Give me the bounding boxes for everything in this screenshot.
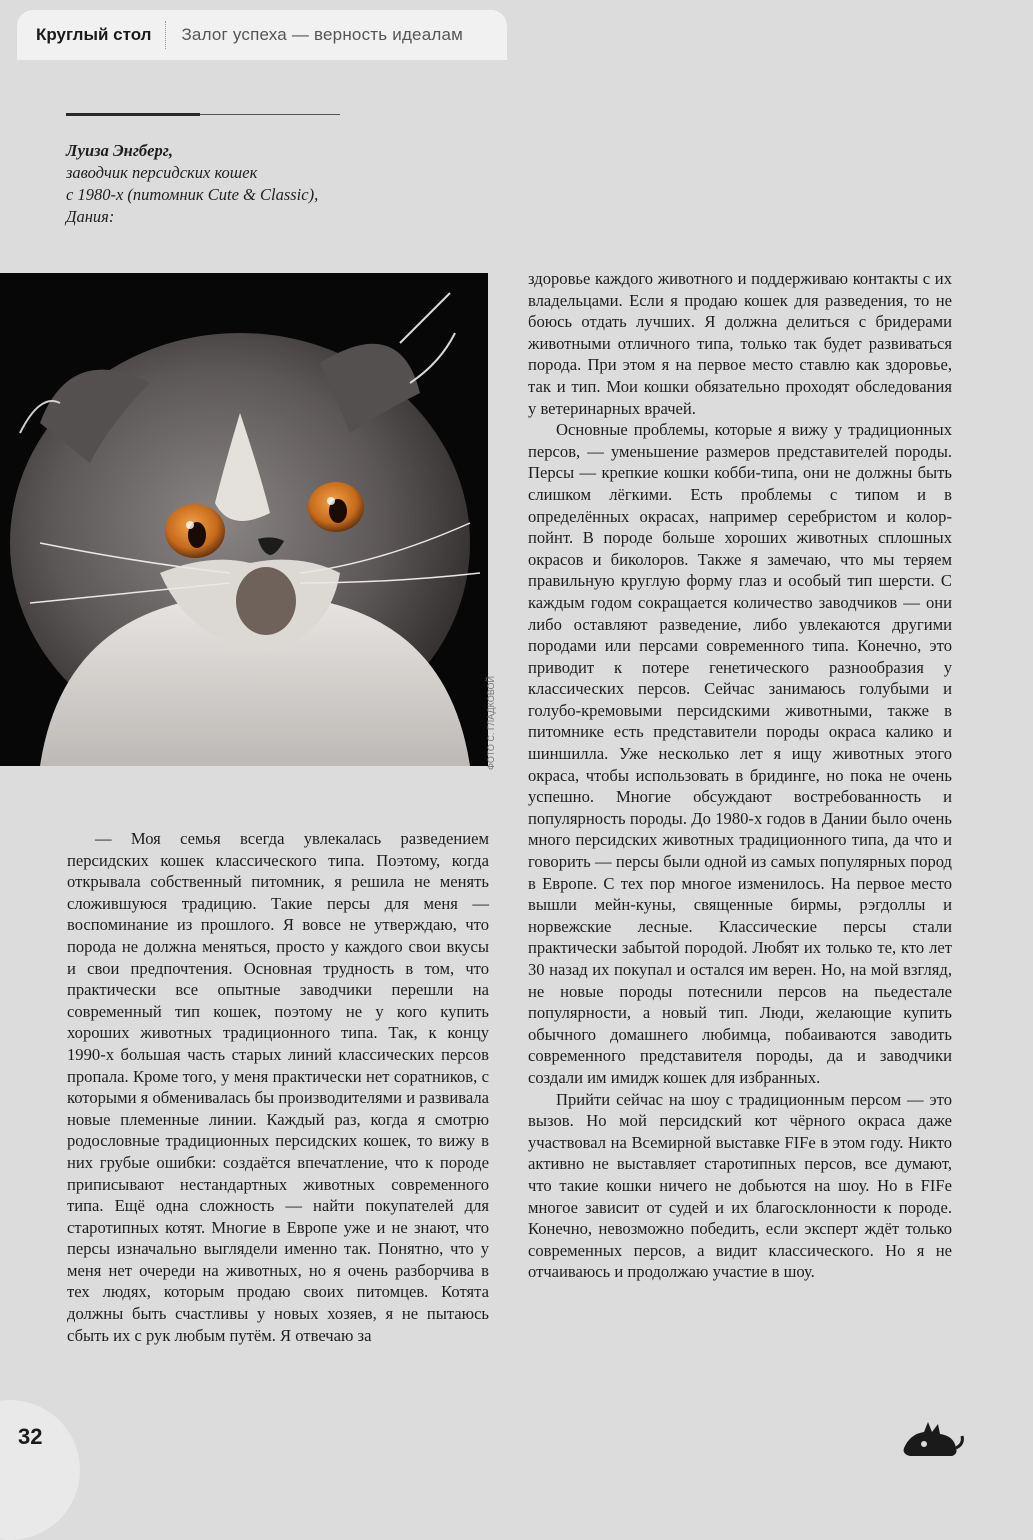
article-column-right xyxy=(528,268,952,1283)
author-name: Луиза Энгберг, xyxy=(66,141,173,160)
author-line-3: Дания: xyxy=(66,207,115,226)
author-rule-light xyxy=(200,114,340,115)
photo-credit: ФОТО С. ГЛАДКОВОЙ xyxy=(486,676,496,770)
article-paragraph: Прийти сейчас на шоу с традиционным персом — это вызов. Но мой персидский кот чёрного окраса даже участвовал на Всемирной выставке FIFe в этом году. Никто активно не выставляет старотипных персов, все думают, что такие кошки ничего не добьются на шоу. Но в FIFe многое зависит от судей и их благосклонности к породе. Конечно, невозможно победить, если эксперт ждёт только современных персов, а видит классического. Но я не отчаиваюсь и продолжаю участие в шоу. xyxy=(528,1089,952,1282)
article-paragraph: Основные проблемы, которые я вижу у традиционных персов, — уменьшение размеров представителей породы. Персы — крепкие кошки кобби-типа, они не должны быть слишком лёгкими. Есть проблемы с типом и в определённых окрасах, например серебристом и колор-пойнт. В породе больше хороших животных сплошных окрасов и биколоров. Также я замечаю, что мы теряем правильную круглую форму глаз и особый тип шерсти. С каждым годом сокращается количество заводчиков — они либо оставляют разведение, либо увлекаются другими породами или персами современного типа. Конечно, это приводит к потере генетического разнообразия у классических персов. Сейчас занимаюсь голубыми и голубо-кремовыми персидскими животными, также в питомнике есть представители породы окраса калико и шиншилла. Уже несколько лет я ищу животных этого окраса, чтобы использовать в бридинге, но пока не очень успешно. Многие обсуждают востребованность и популярность породы. До 1980-х годов в Дании было очень много персидских животных традиционного типа, да что и говорить — персы были одной из самых популярных пород в Европе. С тех пор многое изменилось. На первое место вышли мейн-куны, священные бирмы, рэгдоллы и норвежские лесные. Классические персы стали практически забытой породой. Любят их только те, кто лет 30 назад их покупал и остался им верен. Но, на мой взгляд, не новые породы потеснили персов на пьедестале популярности, а новый тип. Люди, желающие купить обычного домашнего любимца, побаиваются заводить современного представителя породы, да и заводчики создали им имидж кошек для избранных. xyxy=(528,420,952,1087)
section-title: Круглый стол xyxy=(36,25,152,44)
cat-illustration xyxy=(0,273,488,766)
page-number: 32 xyxy=(18,1424,43,1449)
author-rule-dark xyxy=(66,113,200,116)
article-column-left xyxy=(67,828,489,1346)
cat-silhouette-icon xyxy=(900,1418,966,1460)
page-corner-shape xyxy=(0,1400,80,1540)
article-paragraph: — Моя семья всегда увлекалась разведением персидских кошек классического типа. Поэтому, когда открывала собственный питомник, я решила не менять сложившуюся традицию. Такие персы для меня — воспоминание из прошлого. Я вовсе не утверждаю, что порода не должна меняться, просто у каждого свои вкусы и свои предпочтения. Основная трудность в том, что практически все опытные заводчики перешли на современный тип кошек, поэтому не у кого купить хороших животных традиционного типа. Так, к концу 1990-х большая часть старых линий классических персов пропала. Кроме того, у меня практически нет соратников, с которыми я обменивалась бы производителями и развивала новые племенные линии. Каждый раз, когда я смотрю родословные традиционных персидских кошек, то вижу в них грубые ошибки: создаётся впечатление, что к породе приписывают нестандартных животных современного типа. Ещё одна сложность — найти покупателей для старотипных котят. Многие в Европе уже и не знают, что персы изначально выглядели именно так. Понятно, что у меня нет очереди на животных, но я очень разборчива в тех людях, которым продаю своих питомцев. Котята должны быть счастливы у новых хозяев, я не пытаюсь сбыть их с рук любым путём. Я отвечаю за xyxy=(67,829,489,1345)
article-paragraph: здоровье каждого животного и поддерживаю контакты с их владельцами. Если я продаю кошек для разведения, то не боюсь отдать лучших. Я должна делиться с бридерами животными отличного типа, только так будет развиваться порода. При этом я на первое место ставлю как здоровье, так и тип. Мои кошки обязательно проходят обследования у ветеринарных врачей. xyxy=(528,269,952,418)
author-line-1: заводчик персидских кошек xyxy=(66,163,258,182)
persian-cat-photo xyxy=(0,273,488,766)
author-block xyxy=(66,140,318,228)
author-line-2: с 1980-х (питомник Cute & Classic), xyxy=(66,185,319,204)
article-subtitle: Залог успеха — верность идеалам xyxy=(181,25,464,44)
section-header-tab xyxy=(17,10,507,60)
